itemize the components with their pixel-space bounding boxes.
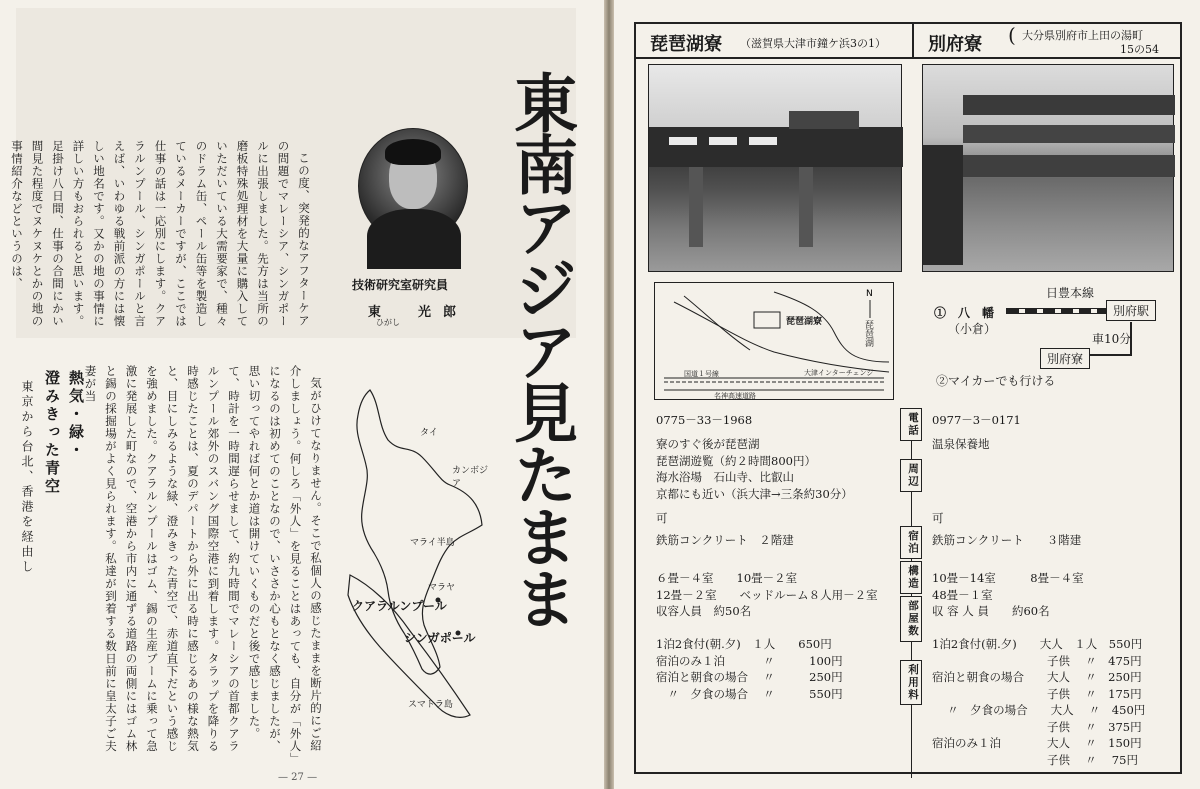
beppu-dorm-photo <box>922 64 1174 272</box>
map-label-cambodia: カンボジア <box>452 466 489 489</box>
line-name: 日豊本線 <box>1046 286 1095 300</box>
map-label-kuala-lumpur: クアラルンプール <box>352 599 447 613</box>
right-page <box>614 0 1200 789</box>
table-header: 琵琶湖寮 （滋賀県大津市鐘ケ浜3の1） 別府寮 ( 大分県別府市上田の湯町 15の54 <box>636 24 1180 59</box>
biwako-dorm-name: 琵琶湖寮 <box>650 34 722 55</box>
map-label-malay-peninsula: マライ半島 <box>410 538 455 548</box>
author-affiliation: 技術研究室研究員 <box>352 278 449 292</box>
biwako-access-map <box>654 282 894 400</box>
beppu-structure: 鉄筋コンクリート ３階建 <box>932 533 1082 547</box>
biwako-phone: 0775－33－1968 <box>656 413 753 427</box>
beppu-lodging: 可 <box>932 511 944 525</box>
lead-text: 東京から台北、香港を経由し <box>20 380 34 575</box>
category-fees: 利用料 <box>900 660 922 706</box>
beppu-phone: 0977－3－0171 <box>932 413 1021 427</box>
map-label-thai: タイ <box>420 428 438 438</box>
access-by-car: ②マイカーでも行ける <box>936 374 1056 388</box>
beppu-dorm-address-2: 15の54 <box>1120 43 1159 56</box>
svg-text:N: N <box>866 289 873 299</box>
beppu-dorm-name: 別府寮 <box>928 34 982 55</box>
author-name: 東 光郎 <box>367 305 468 320</box>
map-label-malaya: マラヤ <box>428 583 456 593</box>
category-lodging: 宿泊 <box>900 526 922 559</box>
southeast-asia-map <box>340 385 490 740</box>
author-ruby: ひがし <box>376 318 400 327</box>
biwako-lodging: 可 <box>656 511 668 525</box>
access-start-station: ① 八 幡 <box>934 306 995 320</box>
map-label-meishin: 名神高速道路 <box>714 392 756 400</box>
map-outline <box>340 385 490 740</box>
station-box: 別府駅 <box>1106 300 1156 321</box>
category-rooms: 部屋数 <box>900 596 922 642</box>
article-body-upper <box>10 140 314 330</box>
biwako-dorm-photo <box>648 64 902 272</box>
article-paragraph-2: 気がひけてなりません。そこで私個人の感じたままを断片的にご紹介しましょう。何しろ「外人」を見ることはあっても、自分が「外人」になるのは初めてのことなので、いささか心もとなく感じましたが、思い切ってやれば何とか道は開けていくものだと後で感じました。て、時計を一時間遅らせまして、約九時間でマレーシアの首都クアラルンプール郊外のスバング国際空港に到着します。タラップを降りる時感じたことは、夏のデパートから外に出る時に感じるあの様な熱気と、目にしみるような緑、澄みきった青空で、赤道直下だという感じを強めました。クアラルンプールはゴム、錫の生産ブームに乗って急激に発展した町なので、空港から市内に通ずる道路の両側にはゴム林と錫の採掘場がよく見られます。私達が到着する数日前に皇太子ご夫妻が当 <box>83 365 323 760</box>
category-phone: 電話 <box>900 408 922 441</box>
category-column <box>900 408 924 713</box>
map-label-sumatra: スマトラ島 <box>408 700 453 710</box>
map-label-biwako-dorm: 琵琶湖寮 <box>786 317 823 327</box>
map-label-route1: 国道１号線 <box>684 370 719 378</box>
biwako-dorm-address: （滋賀県大津市鐘ケ浜3の1） <box>740 37 886 50</box>
beppu-fees: 1泊2食付(朝.夕) 大人 １人 550円 子供 〃 475円 宿泊と朝食の場合 大人 〃 250円 子供 〃 175円 〃 夕食の場合 大人 〃 450円 子供 〃 375円 宿泊のみ１泊 大人 〃 150円 子供 〃 75円 <box>932 637 1146 767</box>
beppu-rooms: 10畳－14室 8畳－４室 48畳－１室 収 容 人 員 約60名 <box>932 571 1084 618</box>
beppu-access-diagram <box>934 286 1174 386</box>
car-time: 車10分 <box>1092 332 1132 346</box>
page-number: — 27 — <box>278 772 318 783</box>
map-label-otsu-ic: 大津インターチェンジ <box>804 369 874 377</box>
biwako-map-drawing <box>654 282 894 400</box>
beppu-dorm-address-1: 大分県別府市上田の湯町 <box>1022 29 1143 42</box>
author-portrait <box>358 128 468 244</box>
subheading-1: 熱気・緑・ <box>67 370 85 460</box>
access-start-sub: （小倉） <box>948 322 997 336</box>
book-gutter <box>604 0 614 789</box>
article-paragraph-1: この度、突発的なアフターケアの問題でマレーシア、シンガポールに出張しました。先方は当所の磨板特殊処理材を大量に購入していただいている大需要家で、種々のドラム缶、ペール缶等を製造しているメーカーですが、ここでは仕事の話は一応別にします。クアラルンプール、シンガポールと言えば、いわゆる戦前派の方には懐しい地名です。又かの地の事情に詳しい方もおられると思います。足掛け八日間、仕事の合間にかい間見た程度でヌケヌケとかの地の事情紹介などというのは、 <box>10 140 311 328</box>
biwako-rooms: ６畳－４室 10畳－２室 12畳－２室 ベッドルーム８人用－２室 収容人員 約50名 <box>656 571 878 618</box>
map-label-biwako-lake: 琵琶湖 <box>863 320 873 347</box>
biwako-fees: 1泊2食付(朝.夕) １人 650円 宿泊のみ１泊 〃 100円 宿泊と朝食の場合 〃 250円 〃 夕食の場合 〃 550円 <box>656 637 843 701</box>
map-label-singapore: シンガポール <box>404 631 476 645</box>
category-surroundings: 周辺 <box>900 459 922 492</box>
category-structure: 構造 <box>900 561 922 594</box>
dorm-box: 別府寮 <box>1040 348 1090 369</box>
dormitory-table <box>634 22 1182 774</box>
subheading-2: 澄みきった青空 <box>43 370 61 496</box>
biwako-structure: 鉄筋コンクリート ２階建 <box>656 533 794 547</box>
article-title: 東南アジア見たまま <box>503 70 577 628</box>
beppu-surroundings: 温泉保養地 <box>932 437 990 451</box>
biwako-surroundings: 寮のすぐ後が琵琶湖 琵琶湖遊覧（約２時間800円） 海水浴場 石山寺、比叡山 京都にも近い（浜大津→三条約30分） <box>656 437 853 501</box>
